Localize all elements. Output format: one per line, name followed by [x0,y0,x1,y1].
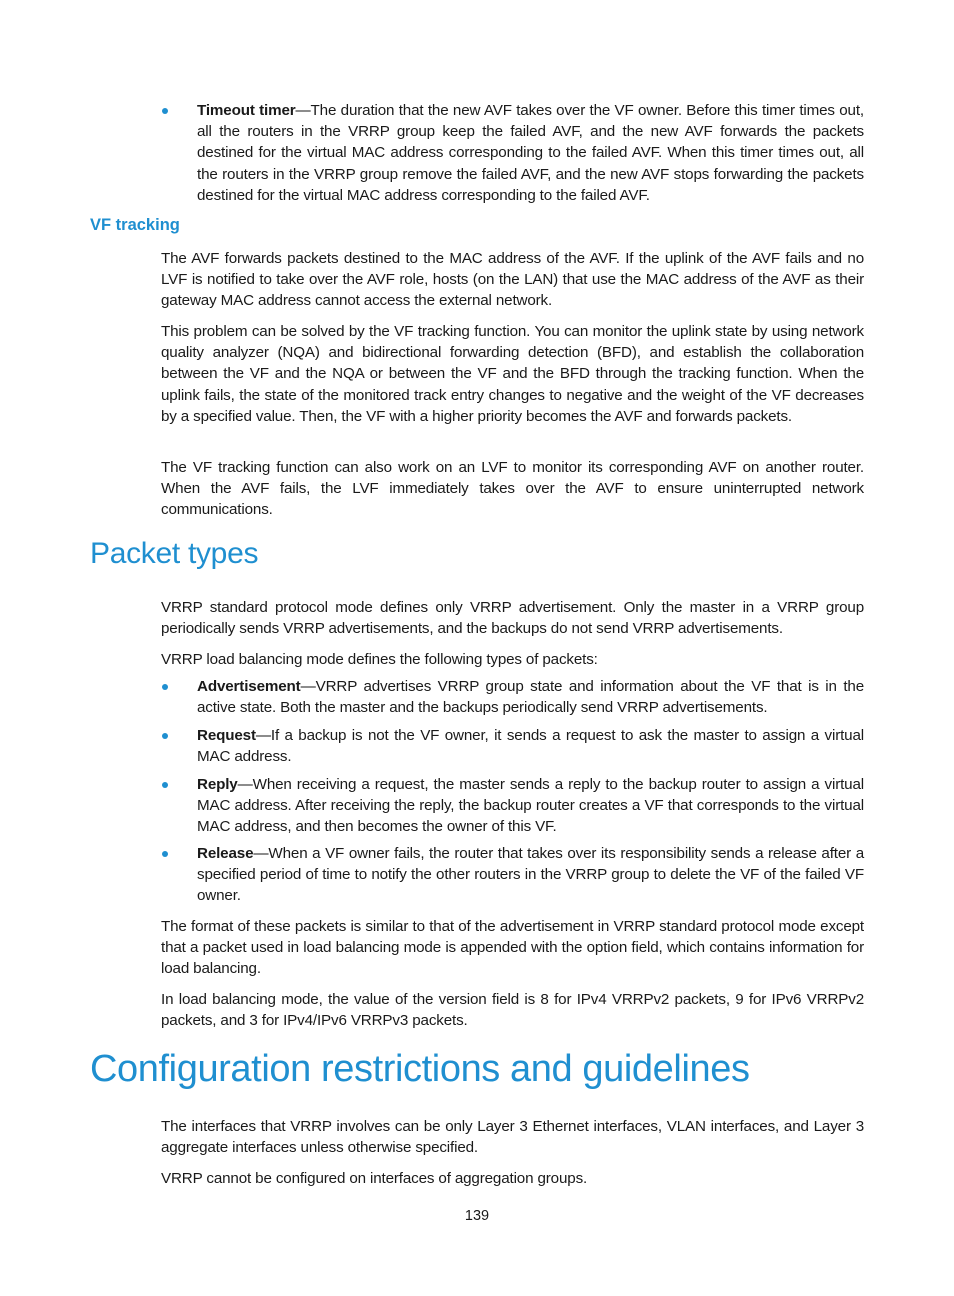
bullet-icon [162,782,168,788]
vf-tracking-paragraph-1: The AVF forwards packets destined to the MAC address of the AVF. If the uplink of the AVF fails and no LVF is notified to take over the AVF role, hosts (on the LAN) that use the MAC address of the AVF as their gateway MAC address cannot access the external network. [161,250,864,310]
bullet-icon [162,108,168,114]
advertisement-term: Advertisement [197,678,301,695]
packet-types-paragraph-4: In load balancing mode, the value of the version field is 8 for IPv4 VRRPv2 packets, 9 for IPv6 VRRPv2 packets, and 3 for IPv4/IPv6 VRRPv3 packets. [161,991,864,1030]
release-term: Release [197,845,254,862]
vf-tracking-paragraph-3: The VF tracking function can also work on an LVF to monitor its corresponding AVF on another router. When the AVF fails, the LVF immediately takes over the AVF to ensure uninterrupted network communications. [161,459,864,519]
bullet-icon [162,684,168,690]
timeout-timer-text: —The duration that the new AVF takes over the VF owner. Before this timer times out, all the routers in the VRRP group keep the failed AVF, and the new AVF forwards the packets destined for the virtual MAC address corresponding to the failed AVF. When this timer times out, all the routers in the VRRP group remove the failed AVF, and the new AVF stops forwarding the packets destined for the virtual MAC address corresponding to the failed AVF. [197,102,864,204]
reply-item [197,774,864,838]
packet-types-heading: Packet types [90,537,259,570]
page-number: 139 [464,1208,490,1224]
packet-types-paragraph-3: The format of these packets is similar to that of the advertisement in VRRP standard protocol mode except that a packet used in load balancing mode is appended with the option field, which contains information for load balancing. [161,918,864,978]
config-restrictions-heading: Configuration restrictions and guidelines [90,1048,750,1090]
release-item [197,843,864,907]
vf-tracking-paragraph-2: This problem can be solved by the VF tracking function. You can monitor the uplink state by using network quality analyzer (NQA) and bidirectional forwarding detection (BFD), and establish the collaboration between the VF and the NQA or between the VF and the BFD through the tracking function. When the uplink fails, the state of the monitored track entry changes to negative and the weight of the VF decreases by a specified value. Then, the VF with a higher priority becomes the AVF and forwards packets. [161,323,864,425]
advertisement-item [197,676,864,718]
config-paragraph-1: The interfaces that VRRP involves can be only Layer 3 Ethernet interfaces, VLAN interfaces, and Layer 3 aggregate interfaces unless otherwise specified. [161,1118,864,1157]
advertisement-text: —VRRP advertises VRRP group state and information about the VF that is in the active state. Both the master and the backups periodically send VRRP advertisements. [197,678,864,717]
timeout-timer-term: Timeout timer [197,102,296,119]
release-text: —When a VF owner fails, the router that takes over its responsibility sends a release after a specified period of time to notify the other routers in the VRRP group to delete the VF of the failed VF owner. [197,845,864,905]
request-text: —If a backup is not the VF owner, it sends a request to ask the master to assign a virtual MAC address. [197,727,864,766]
config-paragraph-2: VRRP cannot be configured on interfaces of aggregation groups. [161,1170,588,1187]
request-term: Request [197,727,256,744]
vf-tracking-heading: VF tracking [90,216,180,234]
reply-text: —When receiving a request, the master sends a reply to the backup router to assign a virtual MAC address. After receiving the reply, the backup router creates a VF that corresponds to the virtual MAC address, and then becomes the owner of this VF. [197,776,864,836]
bullet-icon [162,733,168,739]
request-item [197,725,864,767]
packet-types-paragraph-2: VRRP load balancing mode defines the following types of packets: [161,651,598,668]
bullet-icon [162,851,168,857]
reply-term: Reply [197,776,238,793]
timeout-timer-item [197,100,864,206]
packet-types-paragraph-1: VRRP standard protocol mode defines only VRRP advertisement. Only the master in a VRRP group periodically sends VRRP advertisements, and the backups do not send VRRP advertisements. [161,599,864,638]
